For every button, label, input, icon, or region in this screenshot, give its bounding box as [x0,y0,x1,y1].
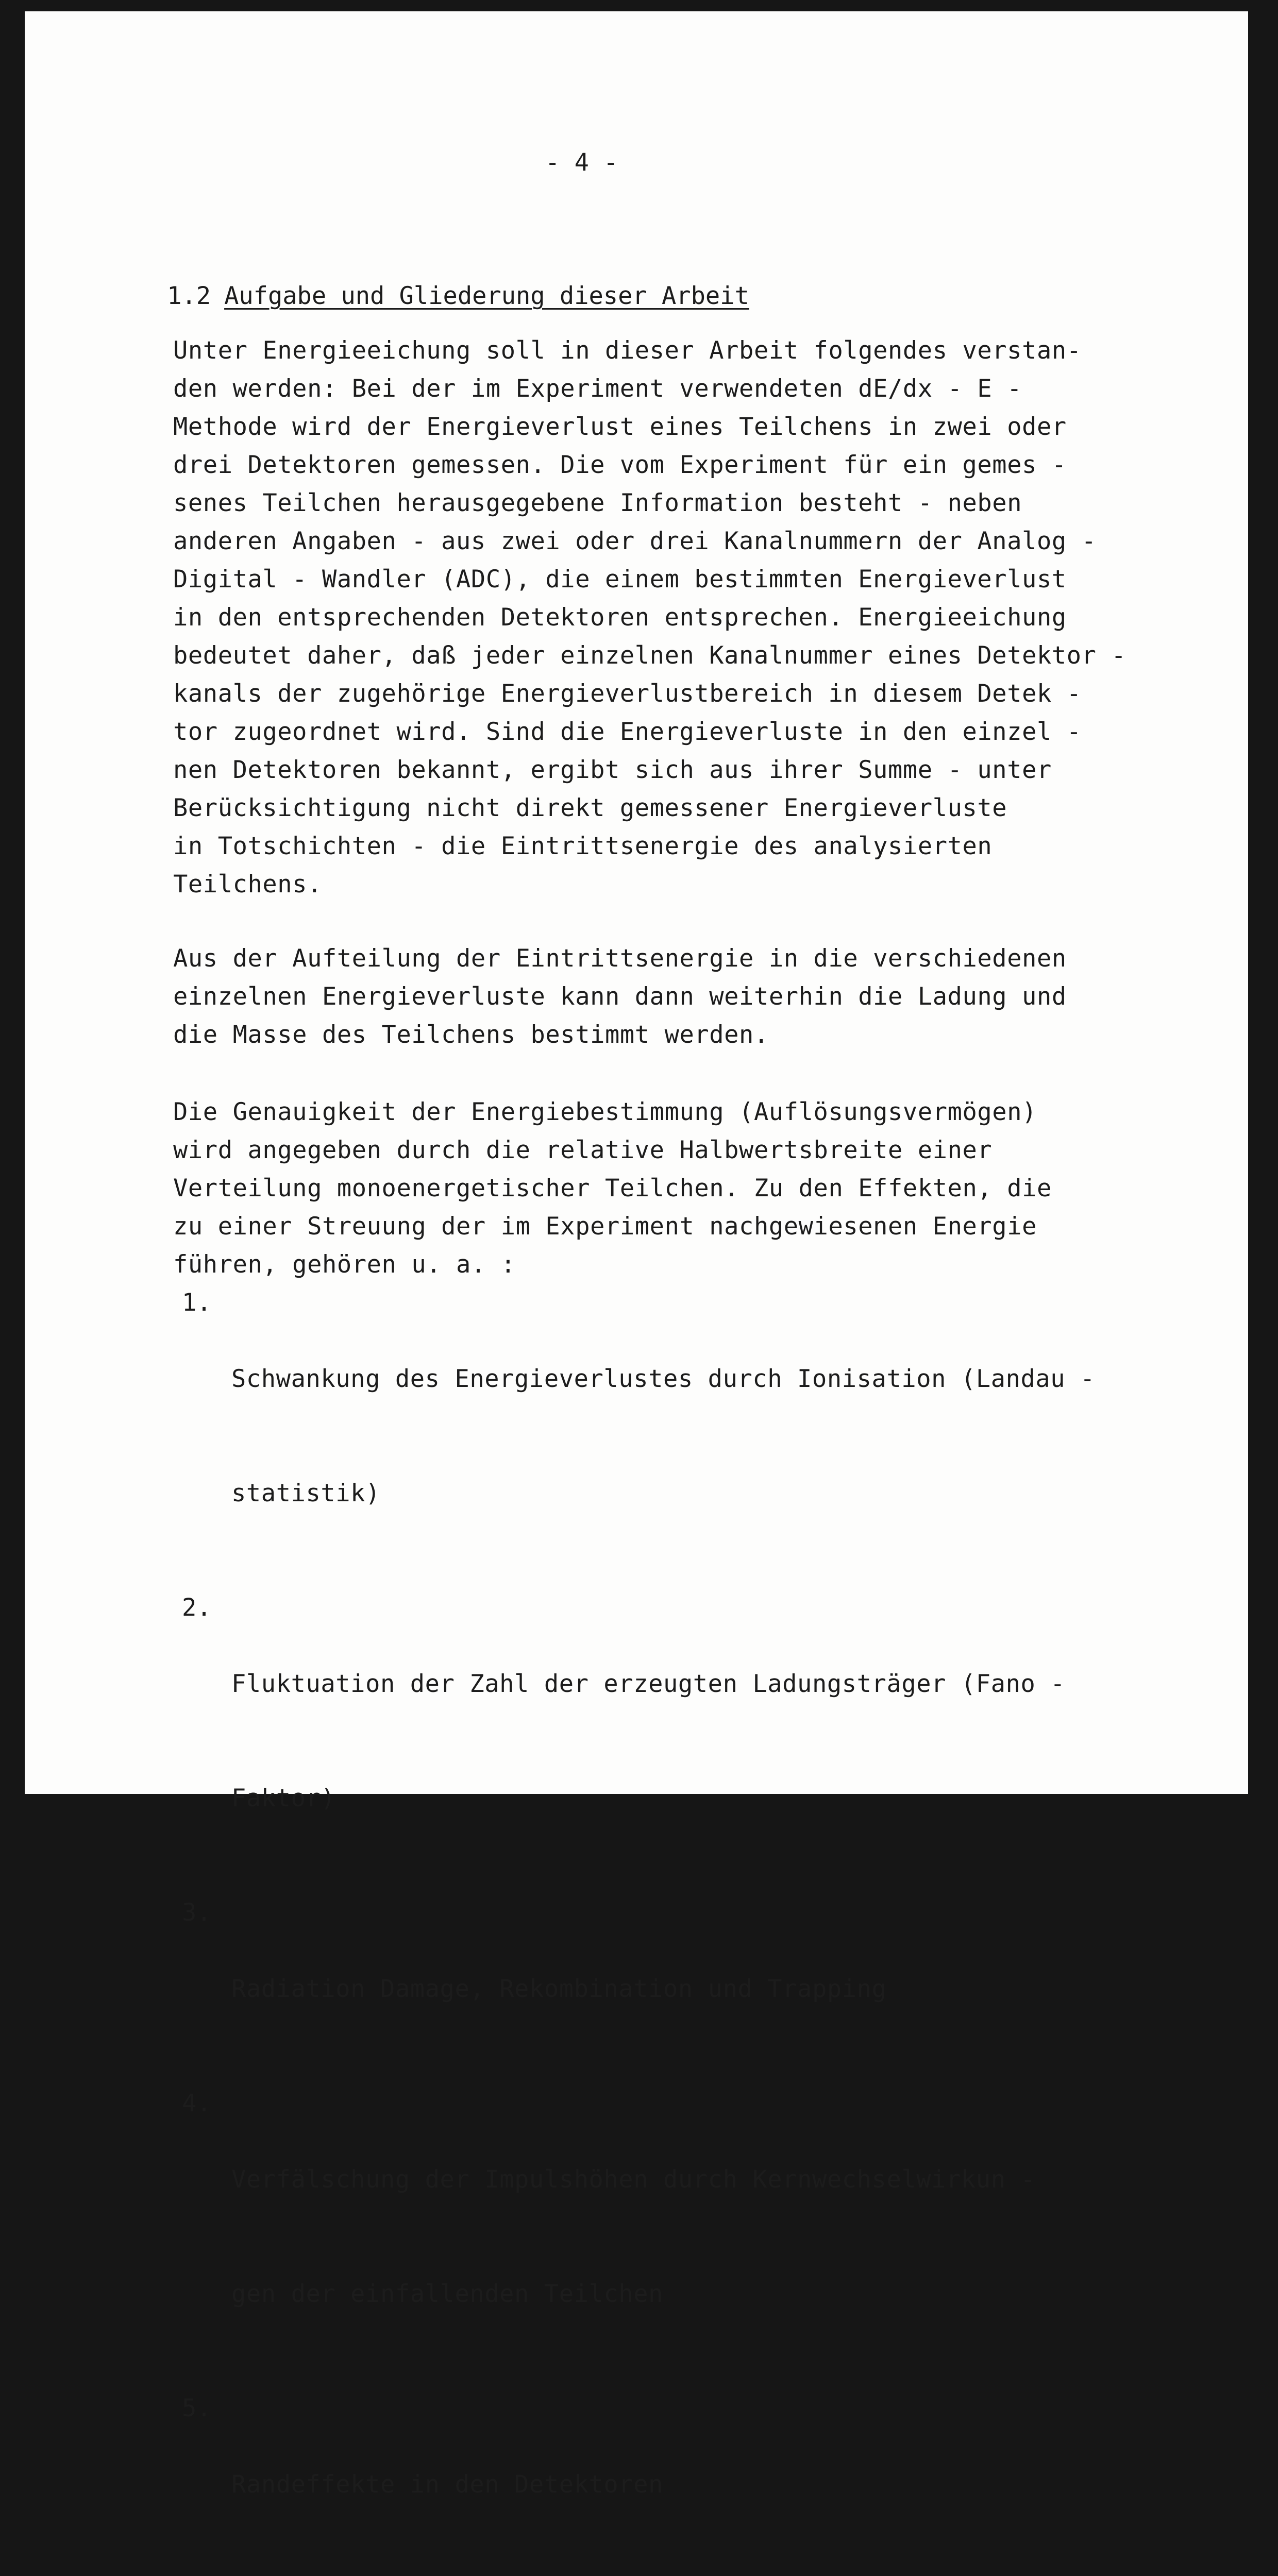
list-item-text: Randeffekte in den Detektoren [231,2470,663,2499]
text-line: bedeutet daher, daß jeder einzelnen Kanalnummer eines Detektor - [173,641,1126,670]
text-line: kanals der zugehörige Energieverlustbereich in diesem Detek - [173,680,1082,708]
list-number: 4. [182,2089,212,2117]
list-item-text: statistik) [231,1479,380,1507]
text-line: drei Detektoren gemessen. Die vom Experiment für ein gemes - [173,451,1067,479]
text-line: Die Genauigkeit der Energiebestimmung (Auflösungsvermögen) [173,1098,1037,1126]
section-heading [109,253,749,338]
list-number: 5. [182,2394,212,2422]
document-page [25,11,1248,2499]
text-line: den werden: Bei der im Experiment verwendeten dE/dx - E - [173,375,1022,403]
list-number: 1. [182,1289,212,1317]
effects-list [182,1284,1095,2576]
section-number: 1.2 [167,282,211,310]
list-item [182,1589,1095,1894]
text-line: anderen Angaben - aus zwei oder drei Kanalnummern der Analog - [173,527,1097,555]
list-number: 3. [182,1899,212,1927]
text-line: führen, gehören u. a. : [173,1250,516,1279]
paragraph-charge-mass [173,940,1067,1054]
list-item-text: Schwankung des Energieverlustes durch Ionisation (Landau - [231,1365,1095,1393]
paragraph-energy-calibration [173,332,1126,904]
list-item-text: Radiation Damage, Rekombination und Trapping [231,1975,887,2003]
list-item [182,1284,1095,1589]
paragraph-resolution [173,1093,1052,1284]
list-item [182,1894,1095,2084]
list-item [182,2389,1095,2576]
section-title: Aufgabe und Gliederung dieser Arbeit [224,282,749,310]
text-line: tor zugeordnet wird. Sind die Energieverluste in den einzel - [173,718,1082,746]
text-line: Verteilung monoenergetischer Teilchen. Zu den Effekten, die [173,1174,1052,1202]
text-line: Aus der Aufteilung der Eintrittsenergie in die verschiedenen [173,944,1067,973]
text-line: Methode wird der Energieverlust eines Teilchens in zwei oder [173,413,1067,441]
text-line: in den entsprechenden Detektoren entsprechen. Energieeichung [173,603,1067,632]
list-item-text: gen der einfallenden Teilchen [231,2280,663,2308]
text-line: einzelnen Energieverluste kann dann weiterhin die Ladung und [173,982,1067,1011]
text-line: Unter Energieeichung soll in dieser Arbeit folgendes verstan- [173,336,1082,365]
list-number: 2. [182,1594,212,1622]
page-number: - 4 - [545,148,618,177]
list-item-text: Fluktuation der Zahl der erzeugten Ladungsträger (Fano - [231,1670,1066,1698]
text-line: in Totschichten - die Eintrittsenergie des analysierten [173,832,993,860]
text-line: nen Detektoren bekannt, ergibt sich aus ihrer Summe - unter [173,756,1052,784]
text-line: wird angegeben durch die relative Halbwertsbreite einer [173,1136,993,1164]
list-item-text: Verfälschung der Impulshöhen durch Kernwechselwirkun - [231,2165,1036,2194]
list-item-text: Faktor) [231,1784,336,1812]
text-line: senes Teilchen herausgegebene Information besteht - neben [173,489,1022,517]
text-line: die Masse des Teilchens bestimmt werden. [173,1021,769,1049]
text-line: Teilchens. [173,870,322,899]
text-line: Digital - Wandler (ADC), die einem bestimmten Energieverlust [173,565,1067,594]
text-line: Berücksichtigung nicht direkt gemessener Energieverluste [173,794,1007,822]
text-line: zu einer Streuung der im Experiment nachgewiesenen Energie [173,1212,1037,1241]
list-item [182,2084,1095,2389]
